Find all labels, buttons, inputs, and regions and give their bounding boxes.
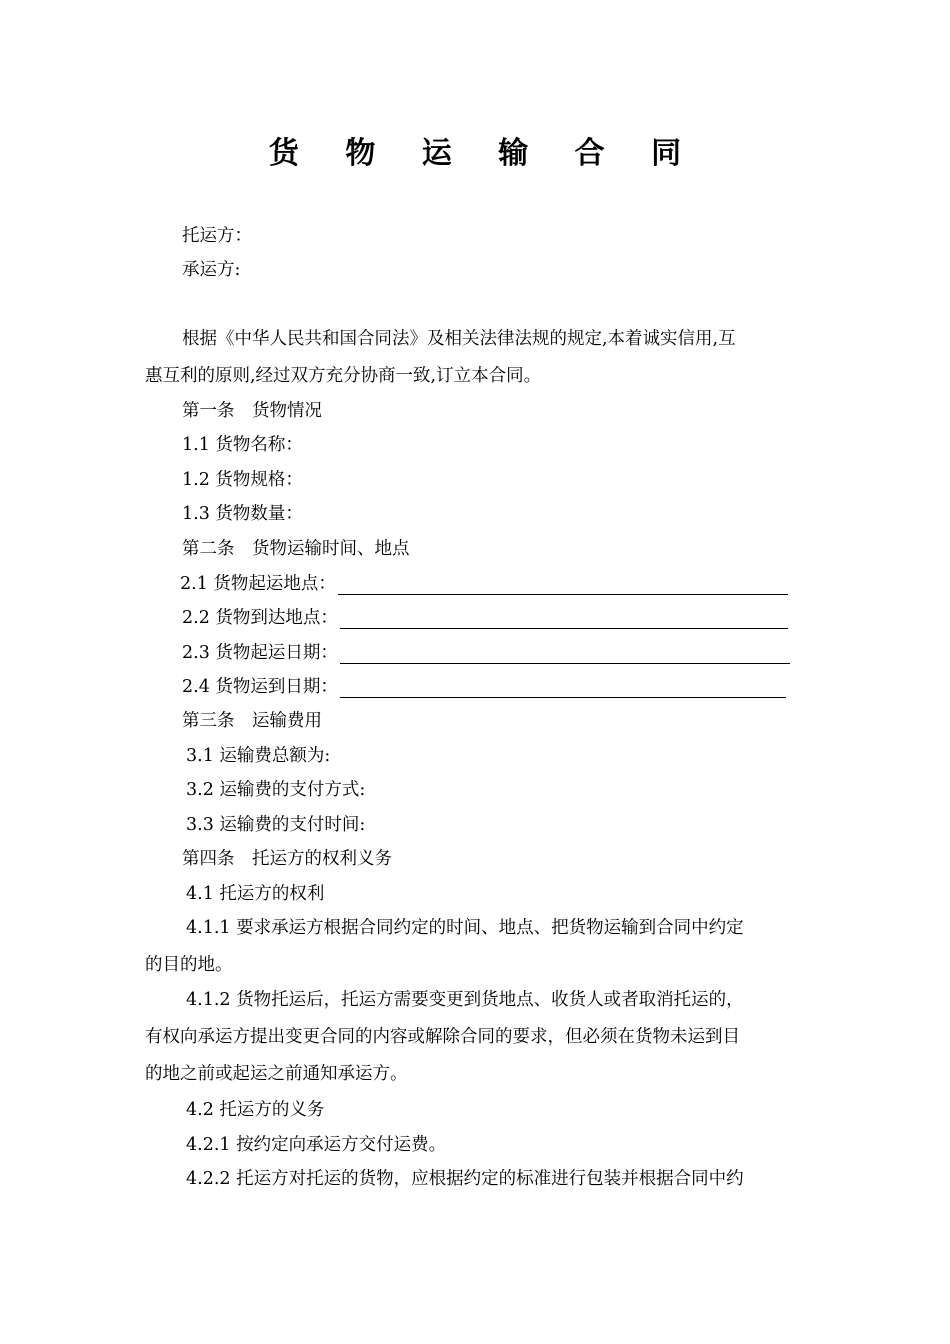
article-2-field-row xyxy=(182,640,790,664)
rights-heading: 4.1 托运方的权利 xyxy=(186,884,325,904)
article-1-item: 1.1 货物名称： xyxy=(182,435,303,455)
fill-in-blank xyxy=(340,679,786,698)
carrier-label: 承运方: xyxy=(182,260,241,280)
article-3-item: 3.3 运输费的支付时间: xyxy=(186,815,366,835)
article-2-heading: 第二条 货物运输时间、地点 xyxy=(182,539,410,559)
clause-4-2-1: 4.2.1 按约定向承运方交付运费。 xyxy=(186,1135,447,1155)
article-3-item: 3.2 运输费的支付方式: xyxy=(186,780,366,800)
field-label: 2.2 货物到达地点： xyxy=(182,608,338,628)
article-1-item: 1.3 货物数量： xyxy=(182,504,303,524)
article-3-item: 3.1 运输费总额为: xyxy=(186,746,331,766)
field-label: 2.4 货物运到日期： xyxy=(182,677,338,697)
shipper-label: 托运方： xyxy=(182,226,252,246)
fill-in-blank xyxy=(338,576,788,595)
article-1-item: 1.2 货物规格： xyxy=(182,470,303,490)
article-2-field-row xyxy=(180,571,788,595)
field-label: 2.3 货物起运日期： xyxy=(182,643,338,663)
clause-4-1-2-line-1: 4.1.2 货物托运后，托运方需要变更到货地点、收货人或者取消托运的， xyxy=(186,990,744,1010)
preamble-line-1: 根据《中华人民共和国合同法》及相关法律法规的规定,本着诚实信用,互 xyxy=(182,329,736,349)
fill-in-blank xyxy=(340,610,788,629)
clause-4-1-1-line-2: 的目的地。 xyxy=(145,955,233,975)
clause-4-1-1-line-1: 4.1.1 要求承运方根据合同约定的时间、地点、把货物运输到合同中约定 xyxy=(186,918,744,938)
article-3-heading: 第三条 运输费用 xyxy=(182,711,322,731)
article-2-field-row xyxy=(182,605,788,629)
fill-in-blank xyxy=(340,645,790,664)
article-1-heading: 第一条 货物情况 xyxy=(182,401,322,421)
clause-4-2-2-line-1: 4.2.2 托运方对托运的货物，应根据约定的标准进行包装并根据合同中约 xyxy=(186,1169,744,1189)
article-4-heading: 第四条 托运方的权利义务 xyxy=(182,849,392,869)
preamble-line-2: 惠互利的原则,经过双方充分协商一致,订立本合同。 xyxy=(145,366,542,386)
duties-heading: 4.2 托运方的义务 xyxy=(186,1100,325,1120)
article-2-field-row xyxy=(182,674,786,698)
clause-4-1-2-line-3: 的地之前或起运之前通知承运方。 xyxy=(145,1064,408,1084)
clause-4-1-2-line-2: 有权向承运方提出变更合同的内容或解除合同的要求，但必须在货物未运到目 xyxy=(145,1027,740,1047)
field-label: 2.1 货物起运地点： xyxy=(180,574,336,594)
document-title: 货 物 运 输 合 同 xyxy=(268,136,700,171)
